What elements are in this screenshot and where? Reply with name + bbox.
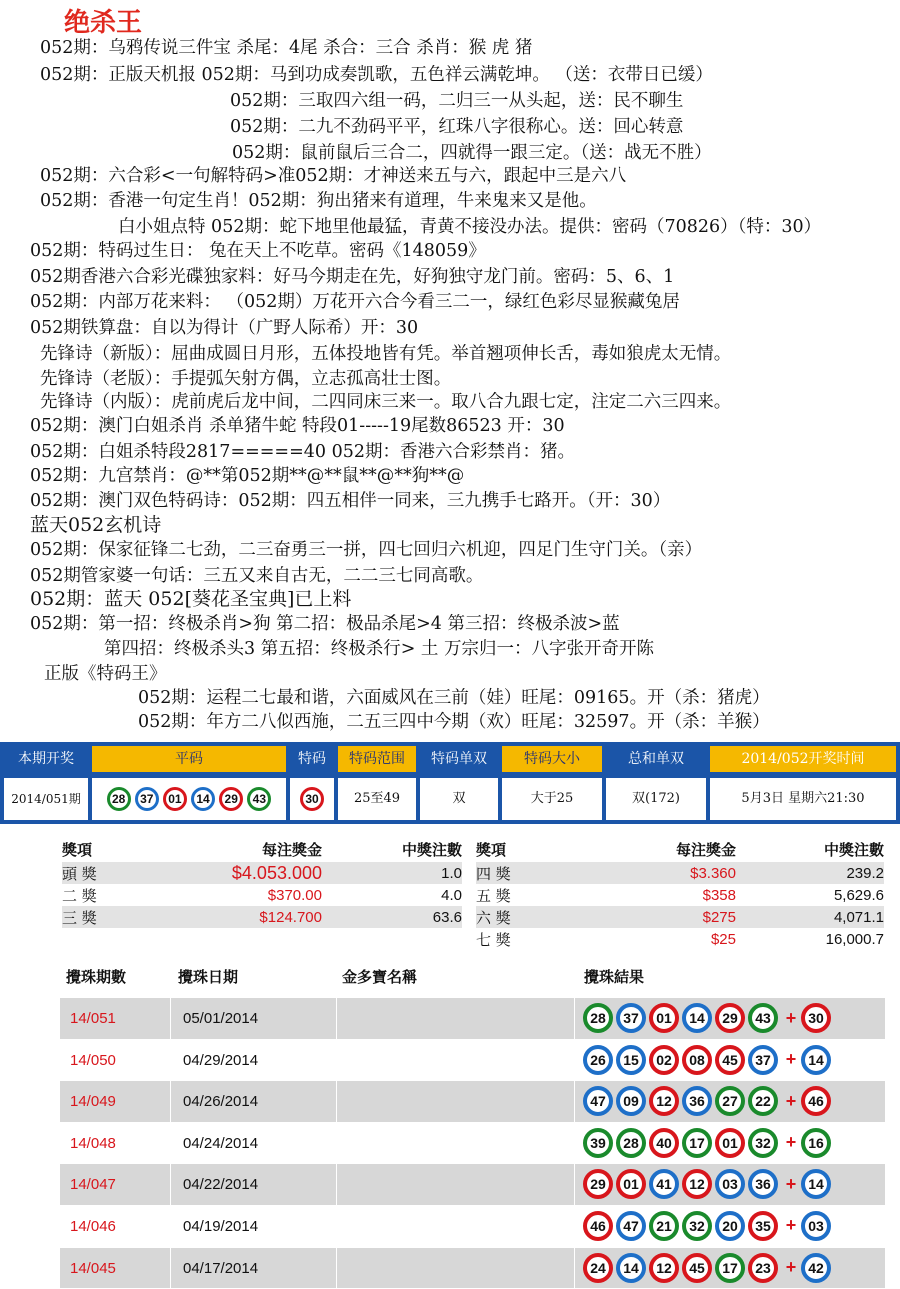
sum-odd-even: 双(172) — [606, 778, 706, 820]
lottery-ball: 46 — [583, 1211, 613, 1241]
lottery-ball: 35 — [748, 1211, 778, 1241]
header-next-draw-time: 2014/052开奖时间 — [710, 746, 896, 772]
prize-table-left — [62, 836, 462, 928]
table-row — [60, 1040, 885, 1082]
prize-count: 63.6 — [322, 906, 462, 928]
lottery-ball: 41 — [649, 1169, 679, 1199]
draw-period-cell: 14/045 — [70, 1259, 116, 1277]
page-title: 绝杀王 — [64, 8, 143, 38]
plus-sign: + — [785, 1215, 797, 1236]
lottery-ball: 21 — [649, 1211, 679, 1241]
history-rows — [60, 998, 885, 1289]
text-line: 先锋诗（老版）：手提弧矢射方偶，立志孤高壮士图。 — [40, 369, 452, 389]
prize-row — [476, 928, 884, 950]
lottery-ball: 29 — [219, 787, 243, 811]
draw-result-cell — [574, 1123, 885, 1164]
prize-header: 每注獎金 — [261, 840, 322, 859]
text-line: 052期：鼠前鼠后三合二，四就得一跟三定。（送：战无不胜） — [232, 143, 712, 163]
prize-header: 中獎注數 — [401, 840, 462, 859]
lottery-ball: 01 — [715, 1128, 745, 1158]
draw-date-cell: 04/26/2014 — [170, 1081, 336, 1122]
table-row — [60, 1164, 885, 1206]
lottery-ball: 27 — [715, 1086, 745, 1116]
prize-name: 六 獎 — [476, 906, 596, 928]
prize-amount: $124.700 — [182, 906, 322, 928]
prize-amount: $4.053.000 — [182, 862, 322, 884]
text-line: 052期：第一招：终极杀肖>狗 第二招：极品杀尾>4 第三招：终极杀波>蓝 — [30, 614, 620, 634]
plus-sign: + — [785, 1049, 797, 1070]
prize-row — [62, 862, 462, 884]
lottery-ball: 32 — [748, 1128, 778, 1158]
draw-history-table — [60, 958, 885, 1289]
draw-date-cell: 04/17/2014 — [170, 1248, 336, 1289]
prize-name: 二 獎 — [62, 886, 97, 905]
draw-period-cell: 14/047 — [70, 1176, 116, 1194]
text-line: 052期：九宫禁肖：@**第052期**@**鼠**@**狗**@ — [30, 466, 465, 486]
prize-count: 5,629.6 — [833, 886, 884, 904]
lottery-ball: 23 — [748, 1253, 778, 1283]
special-ball: 42 — [801, 1253, 831, 1283]
header-current-draw: 本期开奖 — [4, 746, 88, 772]
prize-table-right — [476, 836, 884, 950]
lottery-ball: 14 — [682, 1003, 712, 1033]
draw-period-cell: 14/046 — [70, 1217, 116, 1235]
text-line: 052期：澳门白姐杀肖 杀单猪牛蛇 特段01-----19尾数86523 开：30 — [30, 416, 565, 436]
regular-numbers — [92, 778, 286, 820]
text-line: 正版《特码王》 — [44, 664, 167, 684]
prize-count: 4.0 — [441, 886, 462, 904]
lottery-ball: 47 — [583, 1086, 613, 1116]
draw-result-table — [0, 742, 900, 824]
lottery-ball: 45 — [682, 1253, 712, 1283]
text-line: 052期香港六合彩光碟独家料：好马今期走在先，好狗独守龙门前。密码：5、6、1 — [30, 267, 675, 287]
text-line: 052期铁算盘：自以为得计（广野人际希）开：30 — [30, 318, 419, 338]
lottery-ball: 37 — [748, 1045, 778, 1075]
jackpot-name-cell — [336, 1040, 574, 1081]
lottery-ball: 43 — [748, 1003, 778, 1033]
lottery-ball: 28 — [107, 787, 131, 811]
header-special-number: 特码 — [290, 746, 334, 772]
lottery-ball: 12 — [682, 1169, 712, 1199]
lottery-ball: 20 — [715, 1211, 745, 1241]
plus-sign: + — [785, 1257, 797, 1278]
prize-name: 三 獎 — [62, 906, 182, 928]
prize-name: 四 獎 — [476, 862, 596, 884]
text-line: 052期：六合彩<一句解特码>准052期：才神送来五与六，跟起中三是六八 — [40, 166, 627, 186]
table-row — [60, 1081, 885, 1123]
lottery-ball: 15 — [616, 1045, 646, 1075]
draw-result-cell — [574, 1081, 885, 1122]
lottery-ball: 14 — [191, 787, 215, 811]
lottery-ball: 03 — [715, 1169, 745, 1199]
table-row — [60, 1206, 885, 1248]
history-header-date: 攪珠日期 — [178, 968, 239, 986]
lottery-ball: 02 — [649, 1045, 679, 1075]
text-line: 052期：乌鸦传说三件宝 杀尾：4尾 杀合：三合 杀肖：猴 虎 猪 — [40, 38, 533, 58]
draw-result-cell — [574, 1040, 885, 1081]
lottery-ball: 14 — [616, 1253, 646, 1283]
text-line: 052期：正版天机报 052期：马到功成奏凯歌，五色祥云满乾坤。 （送：衣带日已缓） — [40, 65, 713, 85]
special-odd-even: 双 — [420, 778, 498, 820]
special-ball: 30 — [801, 1003, 831, 1033]
lottery-ball: 29 — [715, 1003, 745, 1033]
header-special-odd-even: 特码单双 — [420, 746, 498, 772]
jackpot-name-cell — [336, 1081, 574, 1122]
prize-amount: $370.00 — [267, 886, 322, 904]
text-line: 第四招：终极杀头3 第五招：终极杀行> 土 万宗归一：八字张开奇开陈 — [104, 639, 654, 659]
plus-sign: + — [785, 1132, 797, 1153]
next-draw-time: 5月3日 星期六21:30 — [710, 778, 896, 820]
plus-sign: + — [785, 1007, 797, 1028]
prize-name: 七 獎 — [476, 930, 511, 949]
special-ball: 16 — [801, 1128, 831, 1158]
header-regular-numbers: 平码 — [92, 746, 286, 772]
prize-row — [476, 906, 884, 928]
text-line: 052期：二九不劲码平平，红珠八字很称心。送：回心转意 — [230, 117, 684, 137]
prize-count: 239.2 — [736, 862, 884, 884]
special-ball: 14 — [801, 1169, 831, 1199]
lottery-ball: 01 — [649, 1003, 679, 1033]
prize-amount: $3.360 — [596, 862, 736, 884]
lottery-ball: 12 — [649, 1253, 679, 1283]
plus-sign: + — [785, 1173, 797, 1194]
lottery-ball: 01 — [616, 1169, 646, 1199]
draw-date-cell: 04/29/2014 — [170, 1040, 336, 1081]
lottery-ball: 17 — [682, 1128, 712, 1158]
history-header-period: 攪珠期數 — [66, 968, 127, 986]
plus-sign: + — [785, 1090, 797, 1111]
lottery-ball: 28 — [616, 1128, 646, 1158]
special-ball: 14 — [801, 1045, 831, 1075]
text-line: 052期：内部万花来料： （052期）万花开六合今看三二一，绿红色彩尽显猴藏兔居 — [30, 292, 680, 312]
draw-period-cell: 14/051 — [70, 1010, 116, 1027]
special-ball: 30 — [300, 787, 324, 811]
text-line: 先锋诗（新版）：屈曲成圆日月形，五体投地皆有凭。举首翘项伸长舌，毒如狼虎太无情。 — [40, 344, 732, 364]
text-line: 052期：三取四六组一码，二归三一从头起，送：民不聊生 — [230, 91, 684, 111]
prize-row — [476, 884, 884, 906]
draw-period-cell: 14/048 — [70, 1134, 116, 1152]
lottery-ball: 01 — [163, 787, 187, 811]
prize-name: 頭 獎 — [62, 862, 182, 884]
text-line: 052期：香港一句定生肖！052期：狗出猪来有道理，牛来鬼来又是他。 — [40, 191, 597, 211]
lottery-ball: 47 — [616, 1211, 646, 1241]
text-line: 052期：特码过生日： 兔在天上不吃草。密码《148059》 — [30, 241, 486, 261]
lottery-ball: 24 — [583, 1253, 613, 1283]
lottery-ball: 32 — [682, 1211, 712, 1241]
draw-date-cell: 05/01/2014 — [170, 998, 336, 1039]
lottery-ball: 43 — [247, 787, 271, 811]
header-special-range: 特码范围 — [338, 746, 416, 772]
special-size: 大于25 — [502, 778, 602, 820]
text-line: 052期：蓝天 052[葵花圣宝典]已上料 — [30, 588, 352, 610]
history-header — [60, 958, 885, 998]
lottery-ball: 08 — [682, 1045, 712, 1075]
draw-date-cell: 04/24/2014 — [170, 1123, 336, 1164]
text-line: 先锋诗（内版）：虎前虎后龙中间，二四同床三来一。取八合九跟七定，注定二六三四来。 — [40, 392, 732, 412]
special-number — [290, 778, 334, 820]
history-header-name: 金多寶名稱 — [342, 968, 418, 986]
lottery-ball: 12 — [649, 1086, 679, 1116]
lottery-ball: 26 — [583, 1045, 613, 1075]
lottery-ball: 22 — [748, 1086, 778, 1116]
prize-row — [62, 884, 462, 906]
lottery-ball: 28 — [583, 1003, 613, 1033]
history-header-result: 攪珠結果 — [584, 968, 645, 986]
prize-header: 獎項 — [62, 840, 93, 859]
draw-date-cell: 04/19/2014 — [170, 1206, 336, 1247]
jackpot-name-cell — [336, 998, 574, 1039]
lottery-ball: 40 — [649, 1128, 679, 1158]
draw-period-cell: 14/049 — [70, 1093, 116, 1111]
prize-count: 16,000.7 — [825, 930, 884, 948]
draw-result-cell — [574, 998, 885, 1039]
prize-header: 中獎注數 — [823, 840, 884, 859]
prize-row — [476, 862, 884, 884]
lottery-ball: 36 — [748, 1169, 778, 1199]
special-range: 25至49 — [338, 778, 416, 820]
jackpot-name-cell — [336, 1206, 574, 1247]
lottery-ball: 37 — [616, 1003, 646, 1033]
jackpot-name-cell — [336, 1164, 574, 1205]
jackpot-name-cell — [336, 1123, 574, 1164]
draw-result-cell — [574, 1206, 885, 1247]
text-line: 052期管家婆一句话：三五又来自古无，二二三七同高歌。 — [30, 566, 484, 586]
lottery-ball: 17 — [715, 1253, 745, 1283]
draw-result-cell — [574, 1164, 885, 1205]
lottery-ball: 36 — [682, 1086, 712, 1116]
text-line: 052期：澳门双色特码诗：052期：四五相伴一同来，三九携手七路开。（开：30） — [30, 491, 671, 511]
prize-header: 獎項 — [476, 840, 507, 859]
text-line: 052期：运程二七最和谐，六面威风在三前（娃）旺尾：09165。开（杀：猪虎） — [138, 688, 770, 708]
table-row — [60, 1248, 885, 1289]
draw-result-cell — [574, 1248, 885, 1289]
lottery-ball: 45 — [715, 1045, 745, 1075]
special-ball: 03 — [801, 1211, 831, 1241]
header-special-size: 特码大小 — [502, 746, 602, 772]
text-line: 蓝天052玄机诗 — [30, 514, 162, 536]
prize-amount: $25 — [710, 930, 736, 948]
draw-period: 2014/051期 — [4, 778, 88, 820]
text-line: 052期：年方二八似西施，二五三四中今期（欢）旺尾：32597。开（杀：羊猴） — [138, 712, 770, 732]
prize-name: 五 獎 — [476, 886, 511, 905]
prize-amount: $275 — [596, 906, 736, 928]
lottery-ball: 09 — [616, 1086, 646, 1116]
lottery-ball: 37 — [135, 787, 159, 811]
prize-header: 每注獎金 — [675, 840, 736, 859]
text-line: 白小姐点特 052期：蛇下地里他最猛，青黄不接没办法。提供：密码（70826）（特：30） — [118, 217, 822, 237]
table-row — [60, 1123, 885, 1165]
text-line: 052期：白姐杀特段2817=====40 052期：香港六合彩禁肖：猪。 — [30, 442, 575, 462]
prize-count: 4,071.1 — [736, 906, 884, 928]
prize-count: 1.0 — [322, 862, 462, 884]
draw-date-cell: 04/22/2014 — [170, 1164, 336, 1205]
table-row — [60, 998, 885, 1040]
draw-period-cell: 14/050 — [70, 1051, 116, 1069]
lottery-ball: 29 — [583, 1169, 613, 1199]
header-sum-odd-even: 总和单双 — [606, 746, 706, 772]
prize-row — [62, 906, 462, 928]
special-ball: 46 — [801, 1086, 831, 1116]
prize-amount: $358 — [702, 886, 736, 904]
text-line: 052期：保家征锋二七劲，二三奋勇三一拼，四七回归六机迎，四足门生守门关。（亲） — [30, 540, 703, 560]
jackpot-name-cell — [336, 1248, 574, 1289]
lottery-ball: 39 — [583, 1128, 613, 1158]
